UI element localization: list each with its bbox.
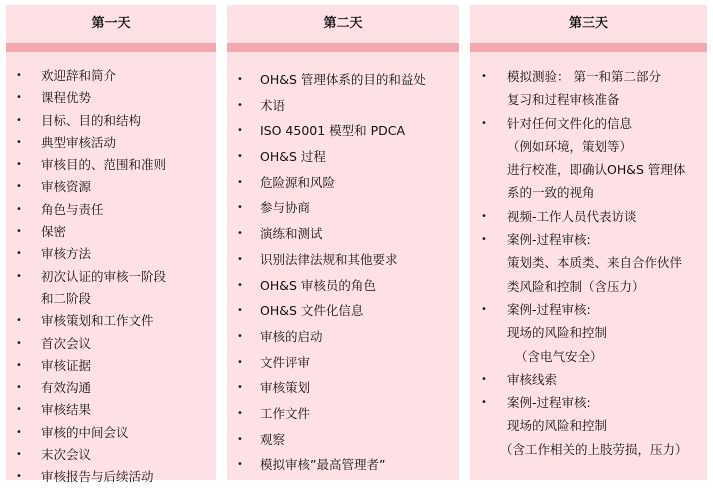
- topic-item: • 末次会议: [6, 444, 216, 466]
- day1-column: [6, 5, 216, 485]
- topic-item: • 观察: [227, 427, 459, 453]
- topic-item: • 审核报告与后续活动: [6, 466, 216, 488]
- topic-item: • 参与协商: [227, 195, 459, 221]
- topic-continuation: 现场的风险和控制: [507, 325, 608, 341]
- topic-item: • 审核策划: [227, 375, 459, 401]
- topic-item: • OH&S 过程: [227, 144, 459, 170]
- topic-item: • 视频-工作人员代表访谈: [470, 205, 707, 228]
- topic-item: • 案例-过程审核:: [470, 228, 707, 251]
- topic-item: • 保密: [6, 221, 216, 243]
- day2-column: [227, 5, 459, 480]
- topic-item: • 识别法律法规和其他要求: [227, 247, 459, 273]
- topic-continuation: 系的一致的视角: [507, 185, 595, 201]
- topic-continuation: （例如环境，策划等）: [507, 138, 633, 154]
- topic-item: • 文件评审: [227, 350, 459, 376]
- topic-item: • 模拟测验： 第一和第二部分: [470, 65, 707, 88]
- topic-item: • 审核结果: [6, 399, 216, 421]
- day2-topic-list: [227, 52, 459, 478]
- topic-item: • 初次认证的审核一阶段: [6, 266, 216, 288]
- day1-title: 第一天: [91, 16, 131, 31]
- topic-item: • 审核方法: [6, 243, 216, 265]
- topic-continuation: 和二阶段: [41, 290, 92, 306]
- topic-item: • OH&S 审核员的角色: [227, 273, 459, 299]
- topic-item: • 审核策划和工作文件: [6, 310, 216, 332]
- topic-continuation: 类风险和控制（含压力）: [507, 278, 645, 294]
- day1-divider-band: [6, 43, 216, 52]
- topic-item: • 案例-过程审核:: [470, 391, 707, 414]
- topic-item: • 审核目的、范围和准则: [6, 154, 216, 176]
- topic-item: • 欢迎辞和简介: [6, 65, 216, 87]
- day2-title: 第二天: [323, 16, 363, 31]
- topic-item: • 演练和测试: [227, 221, 459, 247]
- topic-item: • 术语: [227, 93, 459, 119]
- topic-item: • 针对任何文件化的信息: [470, 112, 707, 135]
- topic-item: • 审核资源: [6, 176, 216, 198]
- topic-item: • 审核的中间会议: [6, 422, 216, 444]
- day3-topic-list: [470, 52, 707, 461]
- topic-item: • ISO 45001 模型和 PDCA: [227, 118, 459, 144]
- topic-item: • 有效沟通: [6, 377, 216, 399]
- topic-continuation: 进行校准，即确认OH&S 管理体: [507, 162, 686, 178]
- topic-item: • OH&S 文件化信息: [227, 298, 459, 324]
- topic-item: • 课程优势: [6, 87, 216, 109]
- topic-item: • 审核证据: [6, 355, 216, 377]
- topic-item: • 工作文件: [227, 401, 459, 427]
- topic-item: • 危险源和风险: [227, 170, 459, 196]
- topic-item: • 首次会议: [6, 333, 216, 355]
- day3-column: [470, 5, 707, 480]
- topic-continuation: （含工作相关的上肢劳损，压力）: [500, 441, 688, 457]
- day1-topic-list: [6, 52, 216, 489]
- day3-title: 第三天: [568, 16, 608, 31]
- topic-continuation: 现场的风险和控制: [507, 418, 608, 434]
- topic-continuation: 策划类、本质类、来自合作伙伴: [507, 255, 683, 271]
- day3-divider-band: [470, 43, 707, 52]
- topic-item: • 审核的启动: [227, 324, 459, 350]
- topic-item: • 角色与责任: [6, 199, 216, 221]
- topic-item: • 典型审核活动: [6, 132, 216, 154]
- topic-continuation: 复习和过程审核准备: [507, 92, 620, 108]
- topic-item: • 模拟审核”最高管理者”: [227, 452, 459, 478]
- day2-divider-band: [227, 43, 459, 52]
- topic-item: • 案例-过程审核:: [470, 298, 707, 321]
- topic-continuation: （含电气安全）: [515, 348, 603, 364]
- topic-item: • 目标、目的和结构: [6, 110, 216, 132]
- topic-item: • 审核线索: [470, 368, 707, 391]
- topic-item: • OH&S 管理体系的目的和益处: [227, 67, 459, 93]
